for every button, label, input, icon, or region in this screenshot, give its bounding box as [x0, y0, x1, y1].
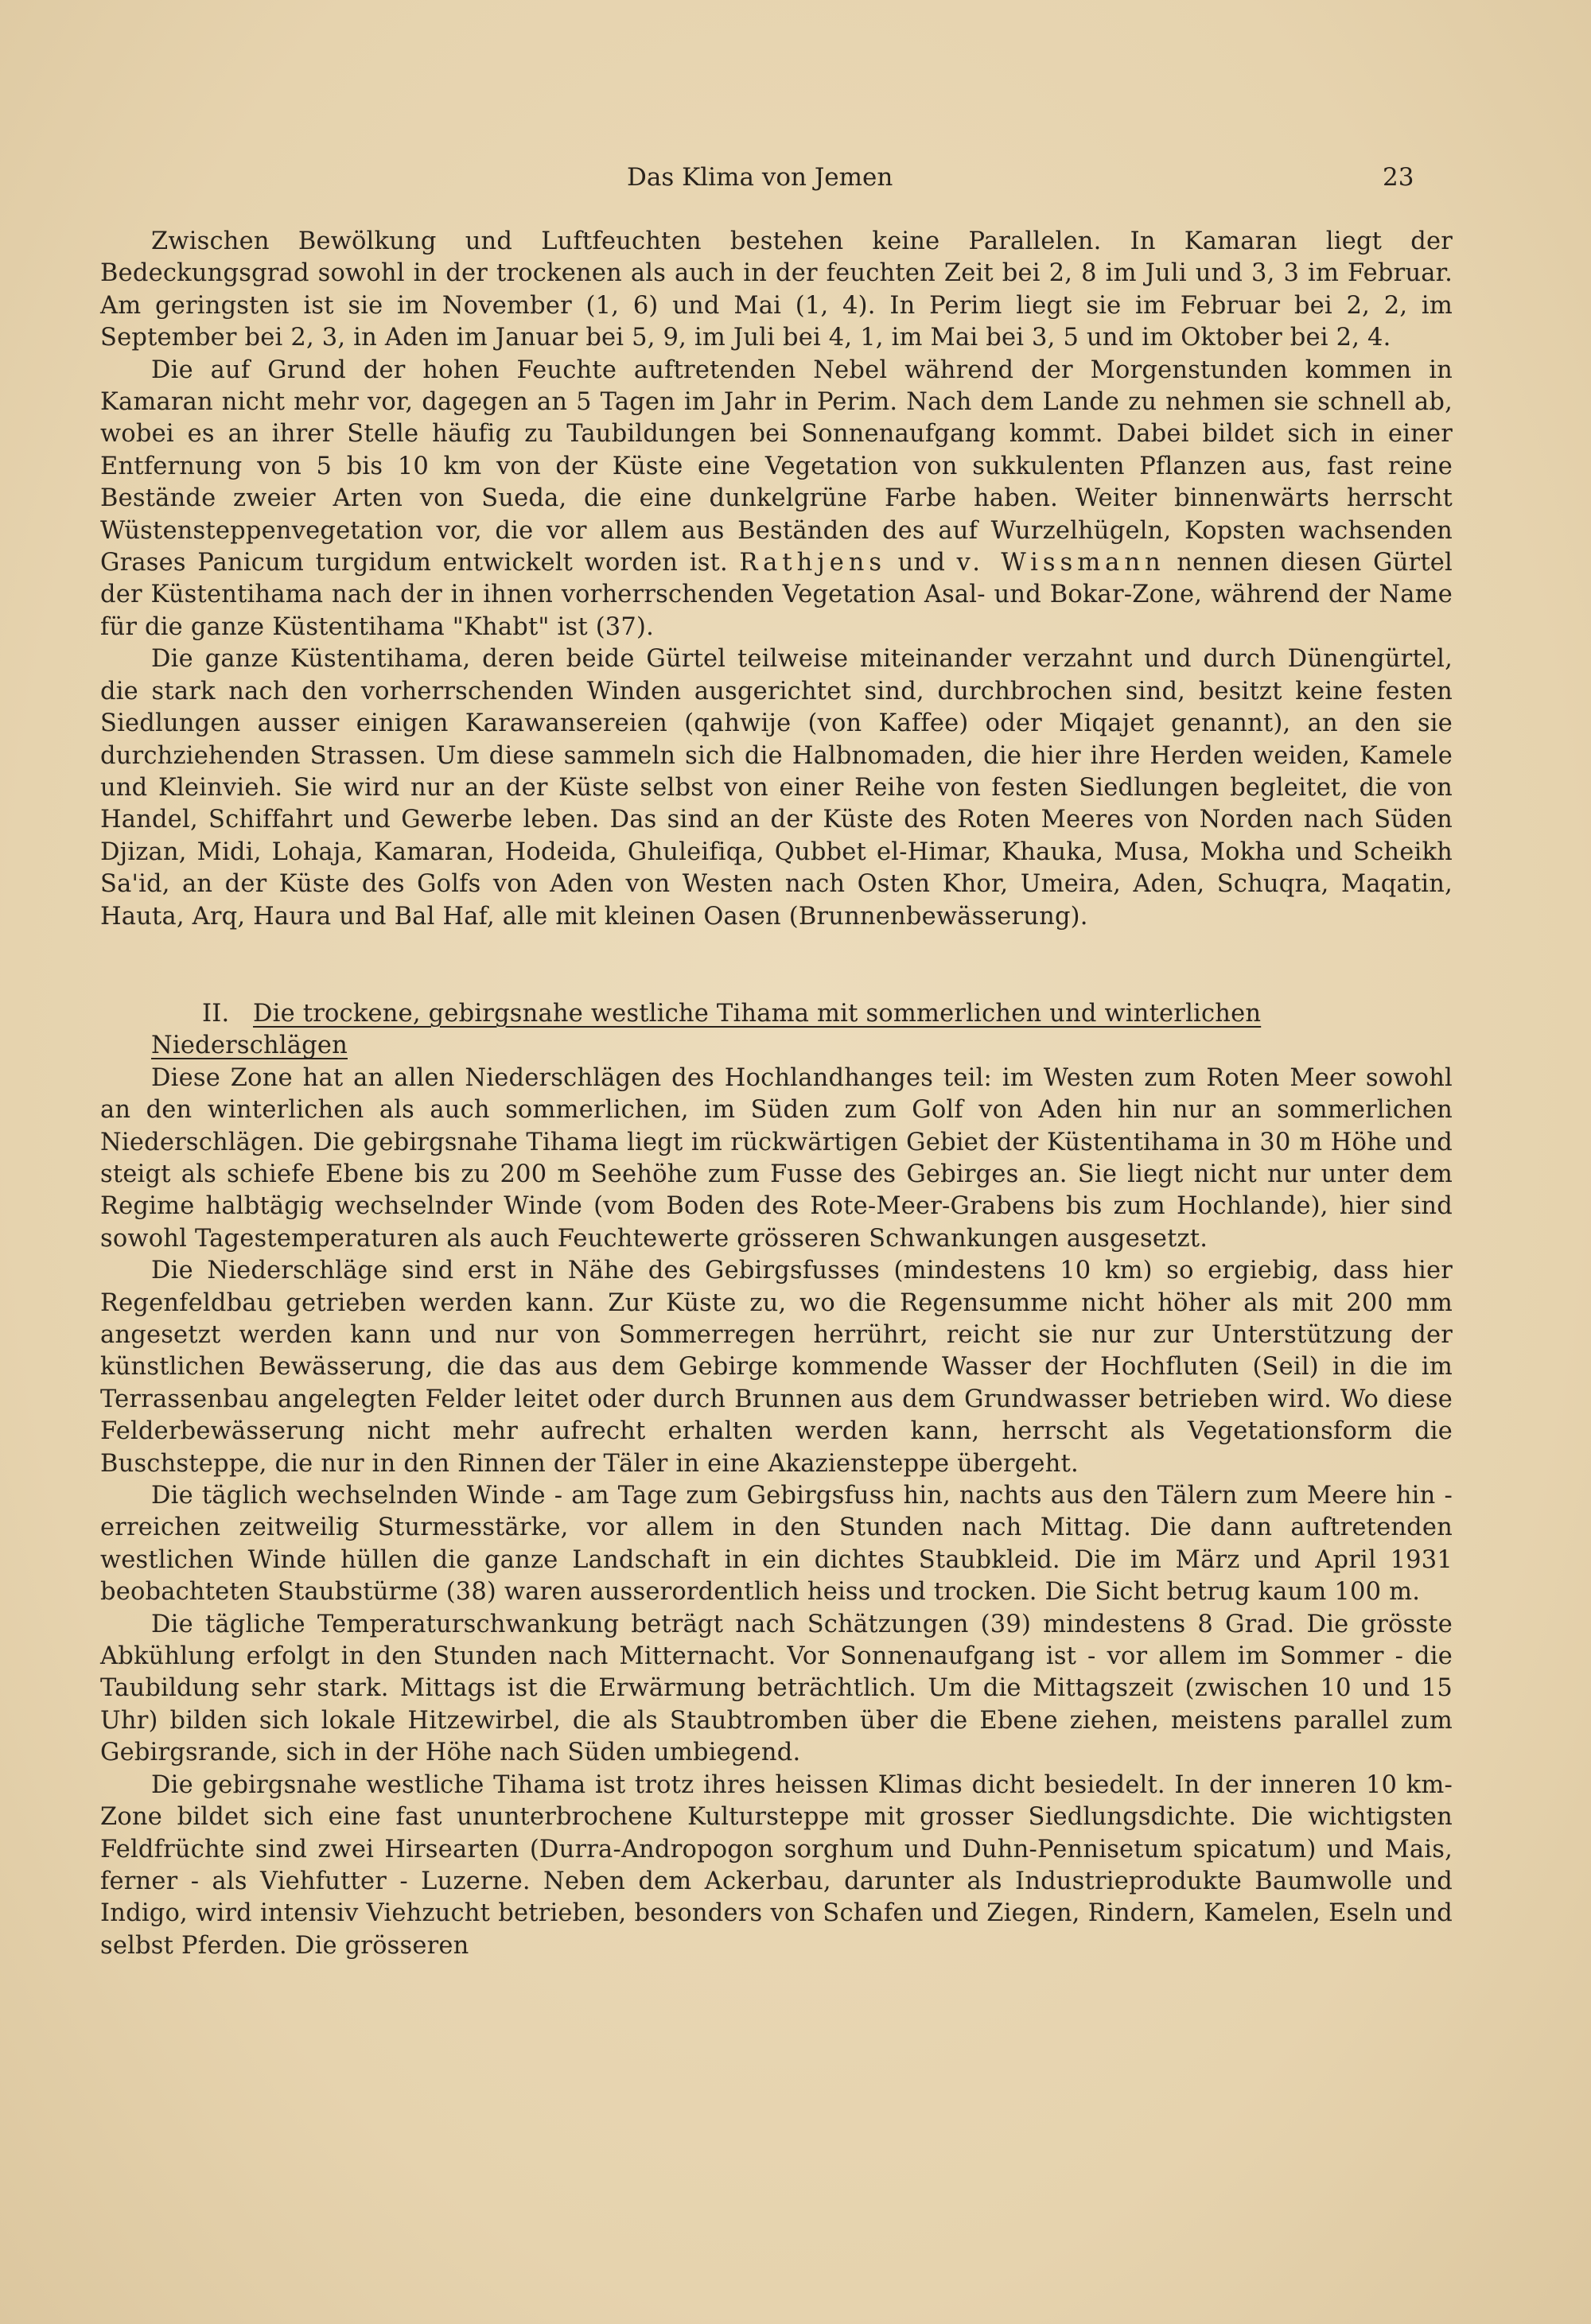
section-number: II. — [202, 999, 230, 1028]
section-heading — [100, 998, 1453, 1063]
paragraph: Die ganze Küstentihama, deren beide Gürtel teilweise miteinander verzahnt und durch Dünengürtel, die stark nach den vorherrschenden Winden ausgerichtet sind, durchbrochen sind, besitzt keine festen Siedlungen ausser einigen Karawansereien (qahwije (von Kaffee) oder Miqajet genannt), an den sie durchziehenden Strassen. Um diese sammeln sich die Halbnomaden, die hier ihre Herden weiden, Kamele und Kleinvieh. Sie wird nur an der Küste selbst von einer Reihe von festen Siedlungen begleitet, die von Handel, Schiffahrt und Gewerbe leben. Das sind an der Küste des Roten Meeres von Norden nach Süden Djizan, Midi, Lohaja, Kamaran, Hodeida, Ghuleifiqa, Qubbet el-Himar, Khauka, Musa, Mokha und Scheikh Sa'id, an der Küste des Golfs von Aden von Westen nach Osten Khor, Umeira, Aden, Schuqra, Maqatin, Hauta, Arq, Haura und Bal Haf, alle mit kleinen Oasen (Brunnenbewässerung). — [100, 645, 1453, 931]
paragraph-text: Die auf Grund der hohen Feuchte auftretenden Nebel während der Morgenstunden kommen in Kamaran nicht mehr vor, dagegen an 5 Tagen im Jahr in Perim. Nach dem Lande zu nehmen sie schnell ab, wobei es an ihrer Stelle häufig zu Taubildungen bei Sonnenaufgang kommt. Dabei bildet sich in einer Entfernung von 5 bis 10 km von der Küste eine Vegetation von sukkulenten Pflanzen aus, fast reine Bestände zweier Arten von Sueda, die eine dunkelgrüne Farbe haben. Weiter binnenwärts herrscht Wüstensteppenvegetation vor, die vor allem aus Beständen des auf Wurzelhügeln, Kopsten wachsenden Grases Panicum turgidum entwickelt worden ist. — [100, 356, 1453, 577]
paragraph — [100, 355, 1453, 644]
header-title: Das Klima von Jemen — [627, 163, 893, 192]
author-name: v. Wissmann — [956, 549, 1165, 577]
body-text — [100, 226, 1453, 1962]
paragraph: Diese Zone hat an allen Niederschlägen des Hochlandhanges teil: im Westen zum Roten Meer sowohl an den winterlichen als auch sommerlichen, im Süden zum Golf von Aden hin nur an sommerlichen Niederschlägen. Die gebirgsnahe Tihama liegt im rückwärtigen Gebiet der Küstentihama in 30 m Höhe und steigt als schiefe Ebene bis zu 200 m Seehöhe zum Fusse des Gebirges an. Sie liegt nicht nur unter dem Regime halbtägig wechselnder Winde (vom Boden des Rote-Meer-Grabens bis zum Hochlande), hier sind sowohl Tagestemperaturen als auch Feuchtewerte grösseren Schwankungen ausgesetzt. — [100, 1063, 1453, 1253]
author-name: Rathjens — [739, 549, 887, 577]
section-title: Die trockene, gebirgsnahe westliche Tihama mit sommerlichen und winterlichen Niederschlägen — [151, 999, 1262, 1060]
paragraph: Die gebirgsnahe westliche Tihama ist trotz ihres heissen Klimas dicht besiedelt. In der inneren 10 km-Zone bildet sich eine fast ununterbrochene Kultursteppe mit grosser Siedlungsdichte. Die wichtigsten Feldfrüchte sind zwei Hirsearten (Durra-Andropogon sorghum und Duhn-Pennisetum spicatum) und Mais, ferner - als Viehfutter - Luzerne. Neben dem Ackerbau, darunter als Industrieprodukte Baumwolle und Indigo, wird intensiv Viehzucht betrieben, besonders von Schafen und Ziegen, Rindern, Kamelen, Eseln und selbst Pferden. Die grösseren — [100, 1770, 1453, 1960]
conjunction: und — [897, 549, 946, 577]
section-spacer — [100, 933, 1453, 998]
page-number: 23 — [1383, 163, 1414, 192]
paragraph: Die Niederschläge sind erst in Nähe des Gebirgsfusses (mindestens 10 km) so ergiebig, dass hier Regenfeldbau getrieben werden kann. Zur Küste zu, wo die Regensumme nicht höher als mit 200 mm angesetzt werden kann und nur von Sommerregen herrührt, reicht sie nur zur Unterstützung der künstlichen Bewässerung, die das aus dem Gebirge kommende Wasser der Hochfluten (Seil) in die im Terrassenbau angelegten Felder leitet oder durch Brunnen aus dem Grundwasser betrieben wird. Wo diese Felderbewässerung nicht mehr aufrecht erhalten werden kann, herrscht als Vegetationsform die Buschsteppe, die nur in den Rinnen der Täler in eine Akaziensteppe übergeht. — [100, 1257, 1453, 1478]
paragraph-text: nennen diesen Gürtel der Küstentihama nach der in ihnen vorherrschenden Vegetation Asal- und Bokar-Zone, während der Name für die ganze Küstentihama "Khabt" ist (37). — [100, 549, 1453, 641]
paragraph: Die tägliche Temperaturschwankung beträgt nach Schätzungen (39) mindestens 8 Grad. Die grösste Abkühlung erfolgt in den Stunden nach Mitternacht. Vor Sonnenaufgang ist - vor allem im Sommer - die Taubildung sehr stark. Mittags ist die Erwärmung beträchtlich. Um die Mittagszeit (zwischen 10 und 15 Uhr) bilden sich lokale Hitzewirbel, die als Staubtromben über die Ebene ziehen, meistens parallel zum Gebirgsrande, sich in der Höhe nach Süden umbiegend. — [100, 1610, 1453, 1767]
running-header — [0, 163, 1591, 198]
paragraph: Zwischen Bewölkung und Luftfeuchten bestehen keine Parallelen. In Kamaran liegt der Bedeckungsgrad sowohl in der trockenen als auch in der feuchten Zeit bei 2, 8 im Juli und 3, 3 im Februar. Am geringsten ist sie im November (1, 6) und Mai (1, 4). In Perim liegt sie im Februar bei 2, 2, im September bei 2, 3, in Aden im Januar bei 5, 9, im Juli bei 4, 1, im Mai bei 3, 5 und im Oktober bei 2, 4. — [100, 227, 1453, 352]
paragraph: Die täglich wechselnden Winde - am Tage zum Gebirgsfuss hin, nachts aus den Tälern zum Meere hin - erreichen zeitweilig Sturmesstärke, vor allem in den Stunden nach Mittag. Die dann auftretenden westlichen Winde hüllen die ganze Landschaft in ein dichtes Staubkleid. Die im März und April 1931 beobachteten Staubstürme (38) waren ausserordentlich heiss und trocken. Die Sicht betrug kaum 100 m. — [100, 1482, 1453, 1607]
